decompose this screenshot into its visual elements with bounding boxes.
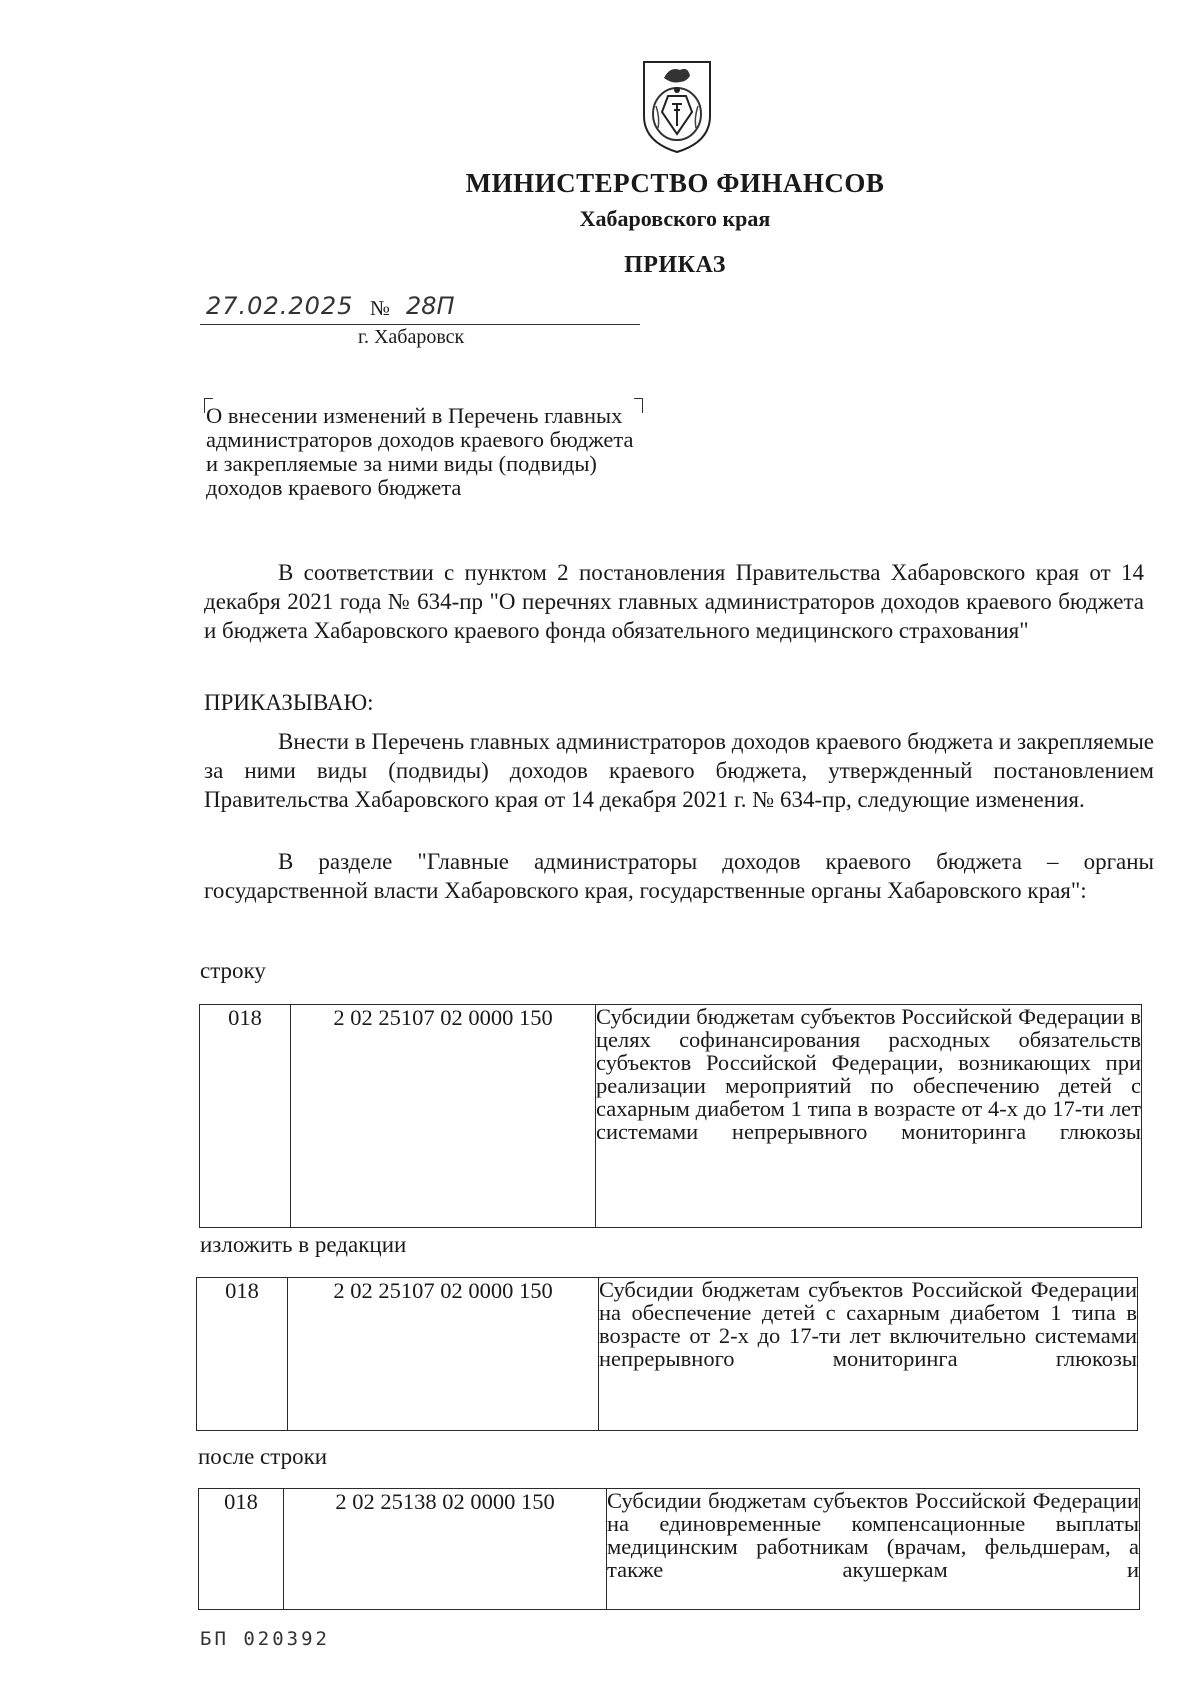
document-number: 28П bbox=[406, 292, 455, 320]
revenue-code-cell: 2 02 25138 02 0000 150 bbox=[284, 1489, 607, 1610]
revenue-code-cell: 2 02 25107 02 0000 150 bbox=[291, 1005, 596, 1228]
revenue-description-cell: Субсидии бюджетам субъектов Российской Федерации в целях софинансирования расходных обязательств субъектов Российской Федерации, возникающих при реализации мероприятий по обеспечению детей с сахарным диабетом 1 типа в возрасте от 4-х до 17-ти лет системами непрерывного мониторинга глюкозы bbox=[596, 1005, 1142, 1228]
section-paragraph: В разделе "Главные администраторы доходов краевого бюджета – органы государственной власти Хабаровского края, государственные органы Хабаровского края": bbox=[204, 849, 1154, 903]
admin-code-cell: 018 bbox=[200, 1005, 291, 1228]
region-name: Хабаровского края bbox=[579, 206, 771, 231]
order-word: ПРИКАЗЫВАЮ: bbox=[204, 690, 374, 715]
coat-of-arms-icon bbox=[636, 56, 718, 156]
admin-code-cell: 018 bbox=[197, 1278, 288, 1431]
revenue-description-cell: Субсидии бюджетам субъектов Российской Федерации на единовременные компенсационные выплаты медицинским работникам (врачам, фельдшерам, а также акушеркам и bbox=[607, 1489, 1140, 1610]
form-serial-code: БП 020392 bbox=[200, 1628, 330, 1650]
revenue-code-cell: 2 02 25107 02 0000 150 bbox=[288, 1278, 599, 1431]
label-row: строку bbox=[200, 958, 266, 983]
document-type: ПРИКАЗ bbox=[624, 252, 726, 278]
revenue-description-cell: Субсидии бюджетам субъектов Российской Федерации на обеспечение детей с сахарным диабетом 1 типа в возрасте от 2-х до 17-ти лет включительно системами непрерывного мониторинга глюкозы bbox=[599, 1278, 1138, 1431]
document-subject: О внесении изменений в Перечень главных администраторов доходов краевого бюджета и закрепляемые за ними виды (подвиды) доходов краевого бюджета bbox=[206, 403, 634, 500]
number-label: № bbox=[370, 296, 391, 320]
table-row bbox=[199, 1489, 1140, 1610]
admin-code-cell: 018 bbox=[199, 1489, 284, 1610]
city: г. Хабаровск bbox=[358, 326, 465, 348]
table-new-row bbox=[196, 1277, 1138, 1431]
table-row bbox=[200, 1005, 1142, 1228]
table-current-row bbox=[199, 1004, 1142, 1228]
table-row bbox=[197, 1278, 1138, 1431]
document-date: 27.02.2025 bbox=[206, 292, 354, 320]
label-edit: изложить в редакции bbox=[200, 1232, 407, 1257]
date-number-line bbox=[200, 292, 640, 325]
ministry-name: МИНИСТЕРСТВО ФИНАНСОВ bbox=[465, 168, 885, 198]
basis-paragraph: В соответствии с пунктом 2 постановления Правительства Хабаровского края от 14 декабря 2021 года № 634-пр "О перечнях главных администраторов доходов краевого бюджета и бюджета Хабаровского краевого фонда обязательного медицинского страхования" bbox=[204, 560, 1144, 643]
table-after-row bbox=[198, 1488, 1140, 1610]
label-after: после строки bbox=[198, 1444, 328, 1469]
amend-paragraph: Внести в Перечень главных администраторов доходов краевого бюджета и закрепляемые за ними виды (подвиды) доходов краевого бюджета, утвержденный постановлением Правительства Хабаровского края от 14 декабря 2021 г. № 634-пр, следующие изменения. bbox=[204, 729, 1154, 812]
